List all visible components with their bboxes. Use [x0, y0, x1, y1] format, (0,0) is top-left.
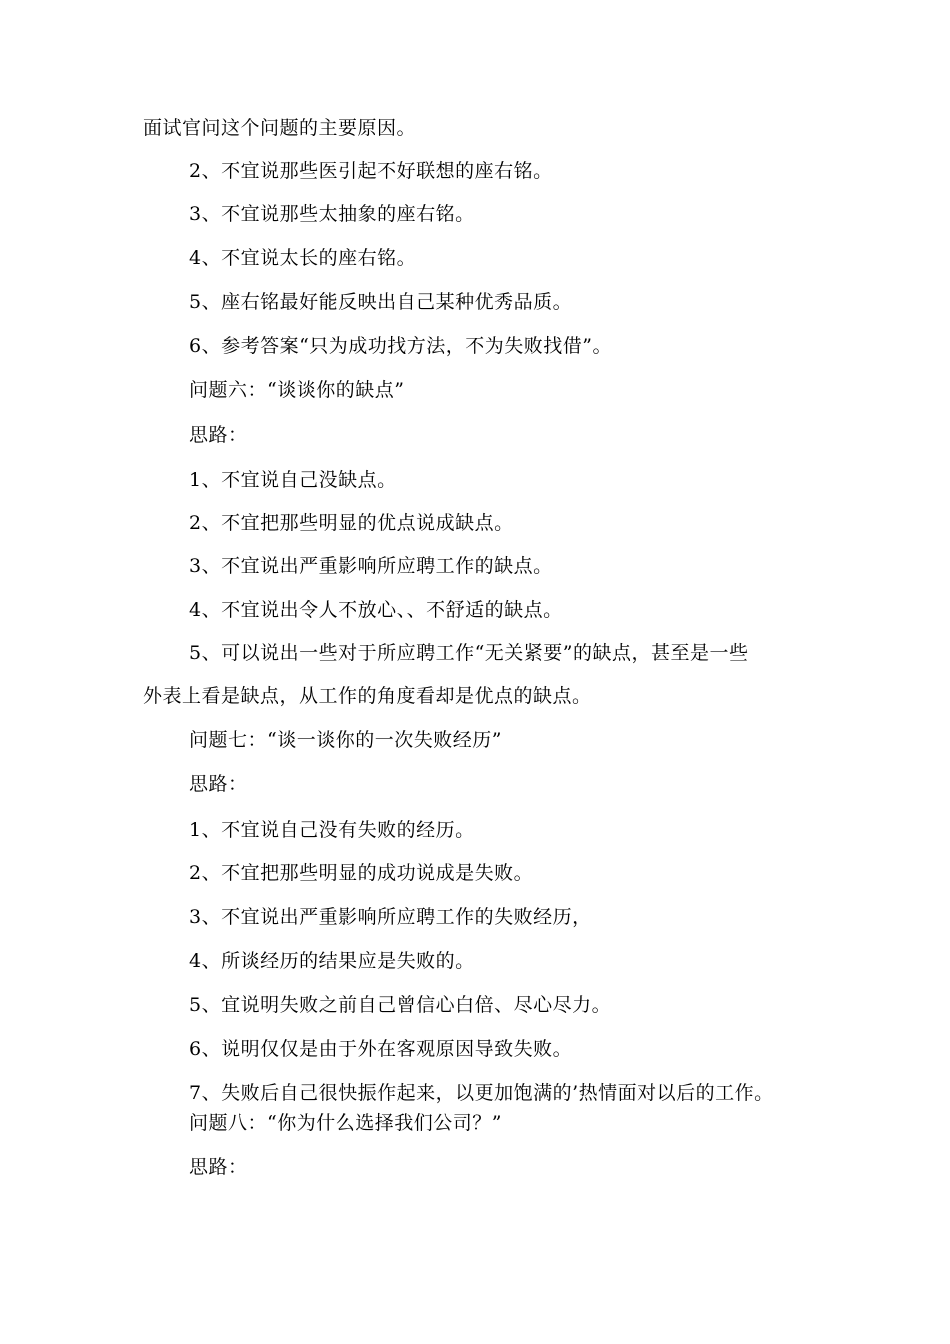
- section-label: 思路：: [189, 773, 248, 795]
- list-item: 4、不宜说太长的座右铭。: [189, 247, 417, 269]
- list-item: 5、座右铭最好能反映出自己某种优秀品质。: [189, 291, 573, 313]
- question-heading: 问题七：“谈一谈你的一次失败经历”: [189, 729, 502, 751]
- list-item: 3、不宜说那些太抽象的座右铭。: [189, 203, 475, 225]
- paragraph-line: 面试官问这个问题的主要原因。: [143, 117, 417, 139]
- section-label: 思路：: [189, 1156, 248, 1178]
- list-item: 4、不宜说出令人不放心、、不舒适的缺点。: [189, 599, 563, 621]
- list-item: 2、不宜把那些明显的优点说成缺点。: [189, 512, 514, 534]
- list-item: 2、不宜把那些明显的成功说成是失败。: [189, 862, 534, 884]
- list-item: 7、失败后自己很快振作起来，以更加饱满的’热情面对以后的工作。: [189, 1082, 774, 1104]
- list-item: 4、所谈经历的结果应是失败的。: [189, 950, 475, 972]
- list-item: 2、不宜说那些医引起不好联想的座右铭。: [189, 160, 553, 182]
- list-item: 6、说明仅仅是由于外在客观原因导致失败。: [189, 1038, 573, 1060]
- list-item: 6、参考答案“只为成功找方法，不为失败找借”。: [189, 335, 613, 357]
- list-item: 5、可以说出一些对于所应聘工作“无关紧要”的缺点，甚至是一些: [189, 642, 749, 664]
- list-item: 1、不宜说自己没缺点。: [189, 469, 397, 491]
- list-item: 5、宜说明失败之前自己曾信心白倍、尽心尽力。: [189, 994, 612, 1016]
- question-heading: 问题六：“谈谈你的缺点”: [189, 379, 405, 401]
- paragraph-line: 外表上看是缺点，从工作的角度看却是优点的缺点。: [143, 685, 592, 707]
- list-item: 1、不宜说自己没有失败的经历。: [189, 819, 475, 841]
- section-label: 思路：: [189, 424, 248, 446]
- list-item: 3、不宜说出严重影响所应聘工作的失败经历，: [189, 906, 592, 928]
- list-item: 3、不宜说出严重影响所应聘工作的缺点。: [189, 555, 553, 577]
- question-heading: 问题八：“你为什么选择我们公司？”: [189, 1112, 502, 1134]
